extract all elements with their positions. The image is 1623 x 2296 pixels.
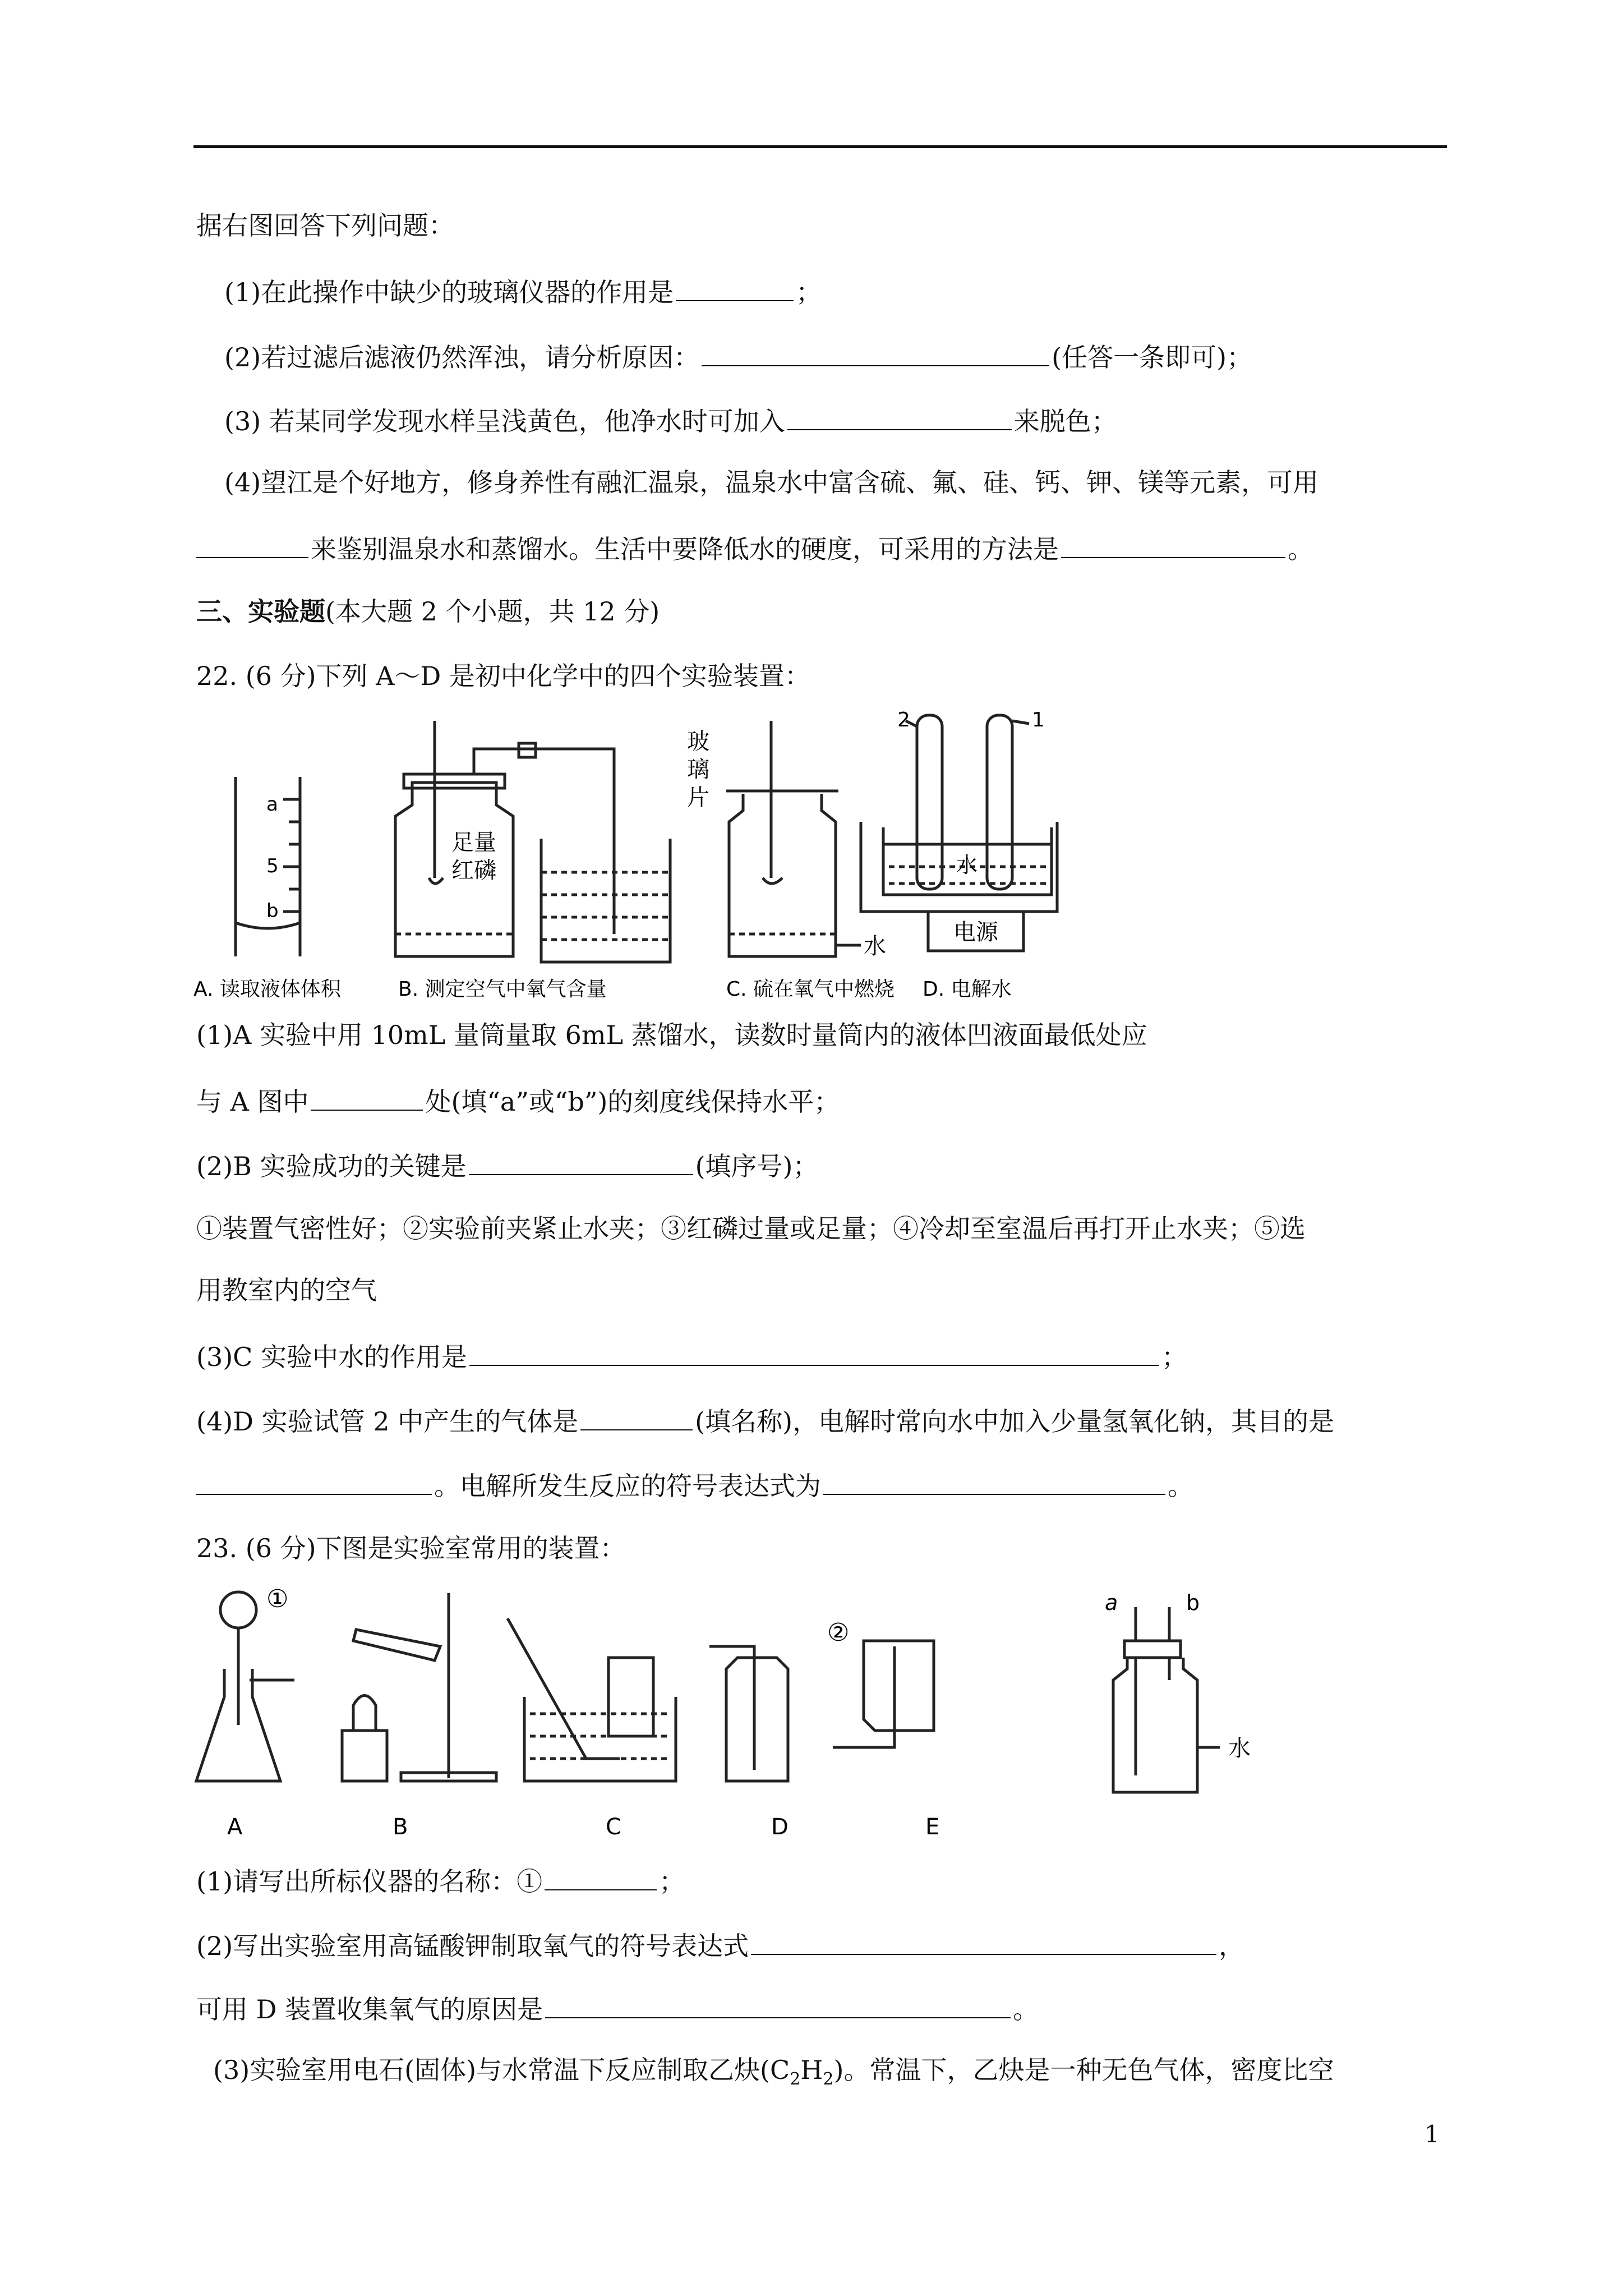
q23-apparatus-figure (193, 1585, 1287, 1854)
test-tube-heating-icon (342, 1593, 496, 1781)
d-tube1: 1 (1032, 710, 1045, 731)
answer-blank[interactable] (545, 1990, 1011, 2018)
label-c: C (606, 1814, 621, 1840)
q21-part4-line2: 来鉴别温泉水和蒸馏水。生活中要降低水的硬度，可采用的方法是 。 (196, 530, 1313, 566)
q22-apparatus-figure (193, 710, 1091, 1013)
intro-text: 据右图回答下列问题： (196, 210, 454, 241)
mark-a: a (266, 793, 278, 816)
caption-d: D. 电解水 (923, 978, 1012, 1001)
port-b: b (1186, 1590, 1200, 1615)
electrolysis-apparatus-icon (861, 715, 1057, 951)
page-number: 1 (1424, 2120, 1440, 2148)
water-trough-icon (508, 1618, 676, 1781)
q22-part4-line2: 。电解所发生反应的符号表达式为 。 (196, 1467, 1193, 1503)
label-b: B (393, 1814, 408, 1840)
port-a: a (1105, 1590, 1118, 1615)
answer-blank[interactable] (823, 1467, 1165, 1495)
answer-blank[interactable] (469, 1338, 1159, 1366)
q23-part3: (3)实验室用电石(固体)与水常温下反应制取乙炔$(C_2H_2)$。常温下，乙炔是一种无色气体，密度比空 (213, 2055, 1334, 2090)
washing-bottle-icon (1113, 1607, 1220, 1792)
q22-part2: (2)B 实验成功的关键是 (填序号)； (196, 1147, 819, 1183)
section3-title: 三、实验题(本大题 2 个小题，共 12 分) (196, 596, 660, 627)
q22-options-line2: 用教室内的空气 (196, 1275, 377, 1305)
b-note2: 红磷 (451, 858, 496, 884)
header-rule (193, 145, 1447, 148)
q21-part4-line1: (4)望江是个好地方，修身养性有融汇温泉，温泉水中富含硫、氟、硅、钙、钾、镁等元素，可用 (224, 467, 1319, 498)
answer-blank[interactable] (196, 1467, 432, 1495)
answer-blank[interactable] (751, 1927, 1216, 1955)
d-tube2: 2 (897, 710, 910, 731)
q23-part2b: 可用 D 装置收集氧气的原因是 。 (196, 1990, 1039, 2026)
gas-jar-downward-icon (833, 1641, 934, 1747)
gas-jar-upward-icon (709, 1646, 788, 1781)
caption-c: C. 硫在氧气中燃烧 (726, 978, 895, 1001)
sulfur-combustion-apparatus-icon (726, 721, 861, 956)
b-note1: 足量 (451, 830, 496, 855)
q21-part2: (2)若过滤后滤液仍然浑浊，请分析原因： (任答一条即可)； (224, 338, 1252, 374)
d-water: 水 (956, 853, 978, 877)
label-a: A (227, 1814, 243, 1840)
label-d: D (771, 1814, 789, 1840)
answer-blank[interactable] (676, 273, 794, 301)
mark-1: ① (266, 1585, 289, 1613)
conical-flask-icon (196, 1592, 294, 1781)
q23-part2: (2)写出实验室用高锰酸钾制取氧气的符号表达式 ， (196, 1927, 1244, 1963)
q22-stem: 22. (6 分)下列 A～D 是初中化学中的四个实验装置： (196, 661, 810, 691)
caption-a: A. 读取液体体积 (193, 978, 341, 1001)
mark-b: b (266, 900, 279, 922)
answer-blank[interactable] (580, 1402, 693, 1430)
q22-part4-line1: (4)D 实验试管 2 中产生的气体是 (填名称)，电解时常向水中加入少量氢氧化钠，其目的是 (196, 1402, 1334, 1438)
q22-part1-line2: 与 A 图中 处(填“a”或“b”)的刻度线保持水平； (196, 1083, 840, 1119)
mark-2: ② (827, 1618, 850, 1647)
q23-stem: 23. (6 分)下图是实验室常用的装置： (196, 1533, 626, 1563)
q22-options-line1: ①装置气密性好；②实验前夹紧止水夹；③红磷过量或足量；④冷却至室温后再打开止水夹；⑤选 (196, 1213, 1306, 1244)
answer-blank[interactable] (787, 402, 1012, 430)
d-power: 电源 (953, 919, 998, 945)
answer-blank[interactable] (1061, 530, 1285, 558)
mark-5: 5 (266, 855, 279, 877)
label-e: E (925, 1814, 940, 1840)
answer-blank[interactable] (311, 1083, 423, 1111)
oxygen-content-apparatus-icon (395, 721, 670, 962)
bottle-water: 水 (1228, 1736, 1251, 1761)
answer-blank[interactable] (545, 1862, 657, 1890)
c-glass2: 璃 (687, 757, 709, 783)
q23-part1: (1)请写出所标仪器的名称：① ； (196, 1862, 685, 1898)
c-glass3: 片 (687, 785, 709, 811)
q22-part1-line1: (1)A 实验中用 10mL 量筒量取 6mL 蒸馏水，读数时量筒内的液体凹液面最低处应 (196, 1020, 1147, 1050)
answer-blank[interactable] (702, 338, 1049, 366)
answer-blank[interactable] (196, 530, 308, 558)
answer-blank[interactable] (469, 1147, 693, 1175)
c-water: 水 (864, 933, 886, 959)
q22-part3: (3)C 实验中水的作用是 ； (196, 1338, 1187, 1374)
caption-b: B. 测定空气中氧气含量 (398, 978, 607, 1001)
q21-part1: (1)在此操作中缺少的玻璃仪器的作用是 ； (224, 273, 822, 309)
c-glass1: 玻 (687, 729, 709, 754)
q21-part3: (3) 若某同学发现水样呈浅黄色，他净水时可加入 来脱色； (224, 402, 1117, 438)
